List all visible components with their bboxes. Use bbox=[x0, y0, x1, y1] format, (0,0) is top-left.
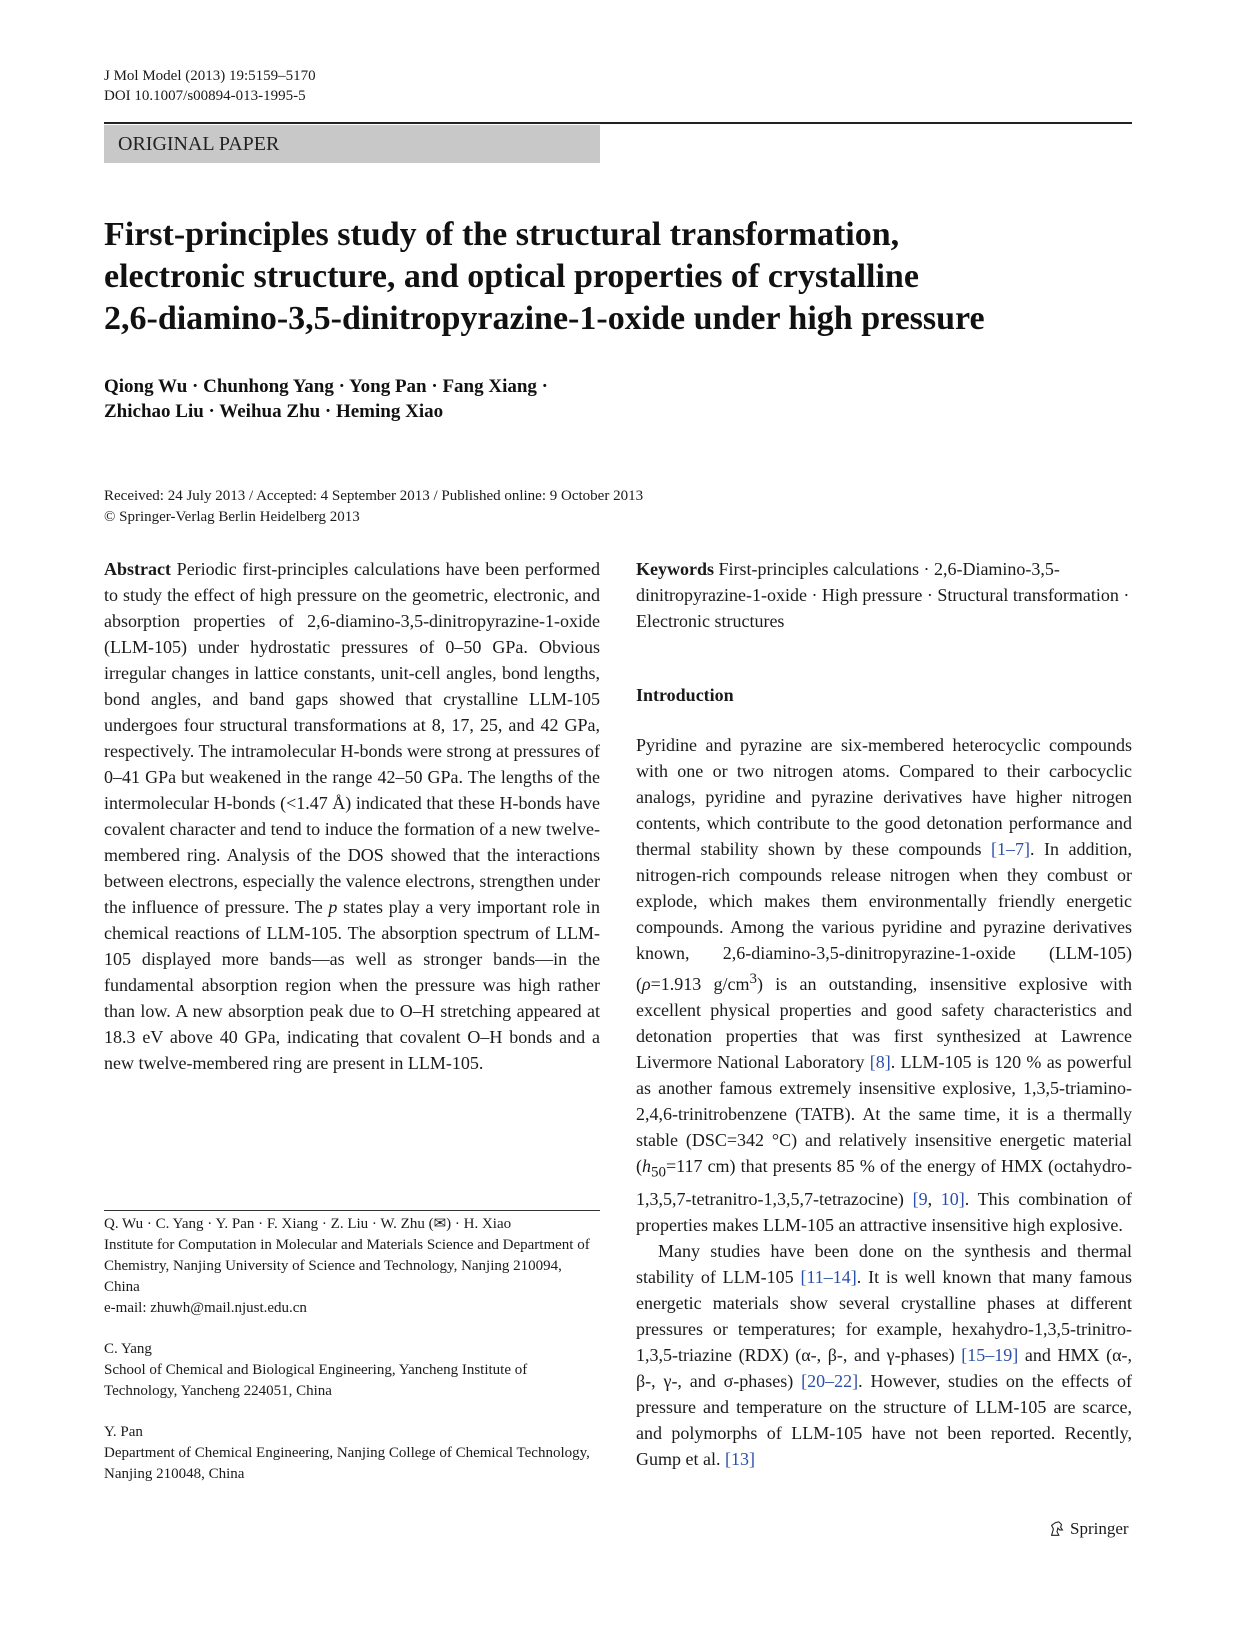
publisher-name: Springer bbox=[1070, 1519, 1129, 1538]
title-line: 2,6-diamino-3,5-dinitropyrazine-1-oxide under high pressure bbox=[104, 300, 985, 337]
reference-link[interactable]: [15–19] bbox=[961, 1344, 1019, 1365]
authors-line: Qiong Wu · Chunhong Yang · Yong Pan · Fang Xiang · bbox=[104, 376, 549, 397]
text-span: . It is well known that many famous energetic materials show several crystalline phases at different pressures or temperatures; for example, hexahydro-1,3,5-trinitro-1,3,5-triazine (RDX) (α-, β-, and γ-phases) bbox=[636, 1266, 1132, 1365]
h-symbol: h bbox=[642, 1156, 651, 1176]
springer-horse-icon bbox=[1048, 1520, 1066, 1538]
author-list bbox=[104, 374, 804, 424]
text-span: ) is an outstanding, insensitive explosive with excellent physical properties and good safety characteristics and detonation properties that was first synthesized at Lawrence Livermore National Laboratory bbox=[636, 974, 1132, 1072]
intro-paragraph-2 bbox=[636, 1238, 1132, 1472]
affiliation-block bbox=[104, 1214, 600, 1319]
text-span: =1.913 g/cm bbox=[650, 974, 750, 994]
reference-link[interactable]: 10] bbox=[940, 1188, 965, 1209]
affiliation-block bbox=[104, 1422, 600, 1485]
paper-title bbox=[104, 214, 1134, 340]
abstract-label: Abstract bbox=[104, 559, 171, 579]
superscript: 3 bbox=[749, 971, 758, 987]
reference-link[interactable]: [9 bbox=[912, 1188, 928, 1209]
left-column bbox=[104, 556, 600, 1076]
affiliation-email[interactable]: e-mail: zhuwh@mail.njust.edu.cn bbox=[104, 1300, 307, 1316]
authors-line: Zhichao Liu · Weihua Zhu · Heming Xiao bbox=[104, 401, 444, 422]
affiliation-institution: School of Chemical and Biological Engineering, Yancheng Institute of Technology, Yancheng 224051, China bbox=[104, 1362, 528, 1399]
rho-symbol: ρ bbox=[642, 974, 651, 994]
affiliation-divider bbox=[104, 1210, 600, 1211]
keywords bbox=[636, 556, 1132, 634]
abstract-text: states play a very important role in chemical reactions of LLM-105. The absorption spectrum of LLM-105 displayed more bands—as well as stronger bands—in the fundamental absorption region when the pressure was high rather than low. A new absorption peak due to O–H stretching appeared at 18.3 eV above 40 GPa, indicating that covalent O–H bonds and a new twelve-membered ring are present in LLM-105. bbox=[104, 897, 600, 1073]
text-span: =117 cm) that presents 85 % of the energy of HMX (octahydro-1,3,5,7-tetranitro-1,3,5,7-tetrazocine) bbox=[636, 1156, 1132, 1209]
section-label: ORIGINAL PAPER bbox=[104, 125, 600, 163]
title-line: First-principles study of the structural transformation, bbox=[104, 216, 900, 253]
text-span: . LLM-105 is 120 % as powerful as another famous extremely insensitive explosive, 1,3,5-triamino-2,4,6-trinitrobenzene (TATB). At the same time, it is a thermally stable (DSC=342 °C) and relatively insensitive energetic material ( bbox=[636, 1052, 1132, 1176]
reference-link[interactable]: [1–7] bbox=[990, 839, 1030, 859]
reference-link[interactable]: [20–22] bbox=[801, 1370, 859, 1391]
abstract bbox=[104, 556, 600, 1076]
publisher-logo bbox=[1048, 1518, 1129, 1540]
introduction-heading: Introduction bbox=[636, 685, 734, 705]
text-span: Pyridine and pyrazine are six-membered heterocyclic compounds with one or two nitrogen atoms. Compared to their carbocyclic analogs, pyridine and pyrazine derivatives have higher nitrogen contents, which contribute to the good detonation performance and thermal stability shown by these compounds bbox=[636, 735, 1132, 859]
journal-citation: J Mol Model (2013) 19:5159–5170 bbox=[104, 68, 316, 84]
reference-link[interactable]: [13] bbox=[724, 1448, 755, 1469]
text-span: . This combination of properties makes LLM-105 an attractive insensitive high explosive. bbox=[636, 1188, 1133, 1235]
subscript: 50 bbox=[651, 1164, 666, 1181]
text-span: and HMX (α-, β-, γ-, and σ-phases) bbox=[636, 1344, 1132, 1391]
affiliation-names: Q. Wu · C. Yang · Y. Pan · F. Xiang · Z. Liu · W. Zhu (✉) · H. Xiao bbox=[104, 1216, 512, 1232]
text-span: . However, studies on the effects of pressure and temperature on the structure of LLM-105 are scarce, and polymorphs of LLM-105 have not been reported. Recently, Gump et al. bbox=[636, 1370, 1132, 1469]
title-line: electronic structure, and optical properties of crystalline bbox=[104, 258, 919, 295]
article-history bbox=[104, 486, 904, 528]
intro-paragraph-1 bbox=[636, 732, 1132, 1238]
keywords-text: First-principles calculations · 2,6-Diamino-3,5-dinitropyrazine-1-oxide · High pressure · Structural transformation · Electronic structures bbox=[636, 559, 1130, 631]
copyright: © Springer-Verlag Berlin Heidelberg 2013 bbox=[104, 509, 360, 525]
keywords-label: Keywords bbox=[636, 559, 714, 579]
abstract-italic-p: p bbox=[328, 897, 338, 917]
header-rule bbox=[104, 122, 1132, 124]
affiliations bbox=[104, 1214, 600, 1505]
reference-link[interactable]: [8] bbox=[869, 1052, 891, 1072]
journal-info bbox=[104, 66, 316, 106]
text-span: . In addition, nitrogen-rich compounds release nitrogen when they combust or explode, which makes them environmentally friendly energetic compounds. Among the various pyridine and pyrazine derivatives known, 2,6-diamino-3,5-dinitropyrazine-1-oxide (LLM-105) ( bbox=[636, 839, 1132, 994]
reference-link[interactable]: [11–14] bbox=[800, 1266, 857, 1287]
affiliation-institution: Department of Chemical Engineering, Nanjing College of Chemical Technology, Nanjing 210048, China bbox=[104, 1445, 590, 1482]
right-column bbox=[636, 556, 1132, 1472]
affiliation-names: C. Yang bbox=[104, 1341, 152, 1357]
abstract-text: Periodic first-principles calculations have been performed to study the effect of high pressure on the geometric, electronic, and absorption properties of 2,6-diamino-3,5-dinitropyrazine-1-oxide (LLM-105) under hydrostatic pressures of 0–50 GPa. Obvious irregular changes in lattice constants, unit-cell angles, bond lengths, bond angles, and band gaps showed that crystalline LLM-105 undergoes four structural transformations at 8, 17, 25, and 42 GPa, respectively. The intramolecular H-bonds were strong at pressures of 0–41 GPa but weakened in the range 42–50 GPa. The lengths of the intermolecular H-bonds (<1.47 Å) indicated that these H-bonds have covalent character and tend to induce the formation of a new twelve-membered ring. Analysis of the DOS showed that the interactions between electrons, especially the valence electrons, strengthen under the influence of pressure. The bbox=[104, 559, 600, 917]
affiliation-names: Y. Pan bbox=[104, 1424, 143, 1440]
doi: DOI 10.1007/s00894-013-1995-5 bbox=[104, 88, 306, 104]
text-span: Many studies have been done on the synthesis and thermal stability of LLM-105 bbox=[636, 1240, 1132, 1287]
text-span: , bbox=[927, 1188, 941, 1209]
affiliation-institution: Institute for Computation in Molecular and Materials Science and Department of Chemistry, Nanjing University of Science and Technology, Nanjing 210094, China bbox=[104, 1237, 590, 1295]
history-dates: Received: 24 July 2013 / Accepted: 4 September 2013 / Published online: 9 October 2013 bbox=[104, 488, 644, 504]
affiliation-block bbox=[104, 1339, 600, 1402]
